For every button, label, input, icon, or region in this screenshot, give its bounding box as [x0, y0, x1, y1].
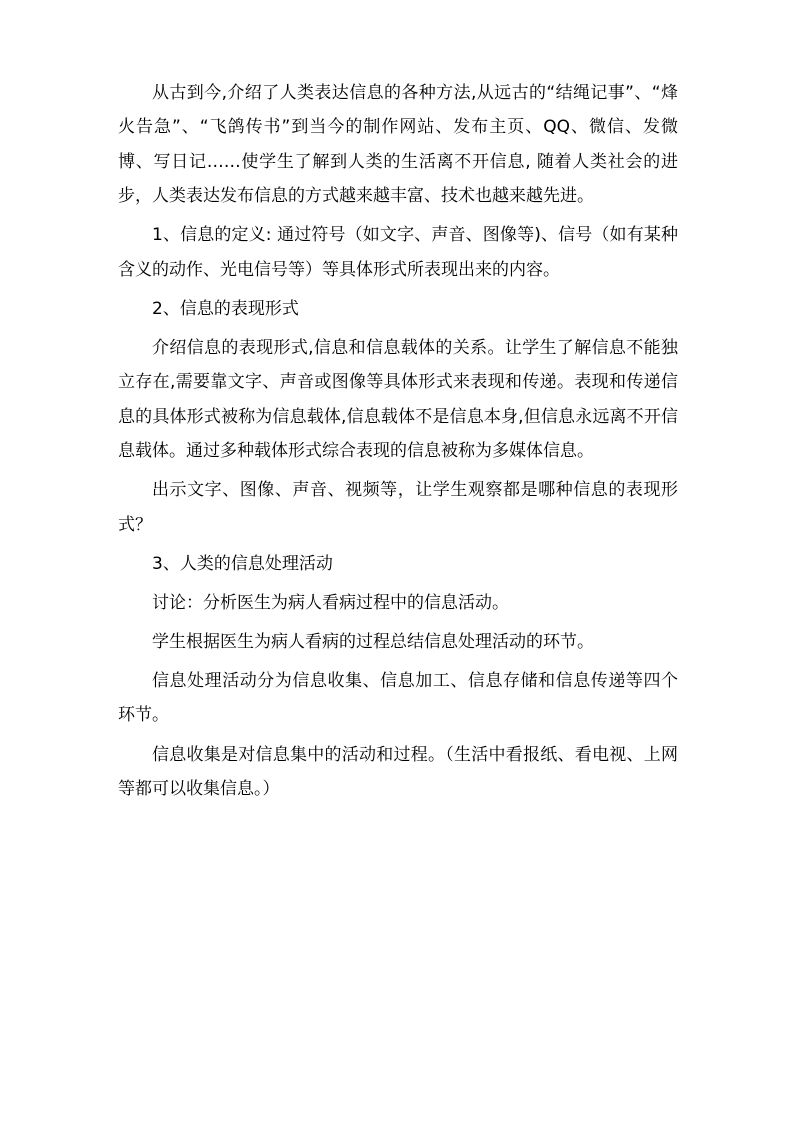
paragraph-stages: 信息处理活动分为信息收集、信息加工、信息存储和信息传递等四个环节。 — [118, 671, 678, 726]
paragraph-definition: 1、信息的定义: 通过符号（如文字、声音、图像等)、信号（如有某种含义的动作、光电信号等）等具体形式所表现出来的内容。 — [118, 225, 678, 280]
heading-processing: 3、人类的信息处理活动 — [152, 553, 333, 574]
paragraph-intro: 从古到今,介绍了人类表达信息的各种方法,从远古的“结绳记事”、“烽火告急”、“飞鸽传书”到当今的制作网站、发布主页、QQ、微信、发微博、写日记……使学生了解到人类的生活离不开信息, 随着人类社会的进步，人类表达发布信息的方式越来越丰富、技术也越来越先进。 — [118, 83, 678, 207]
paragraph-observe: 出示文字、图像、声音、视频等，让学生观察都是哪种信息的表现形式？ — [118, 480, 678, 535]
paragraph-discussion: 讨论：分析医生为病人看病过程中的信息活动。 — [152, 592, 509, 613]
document-page — [118, 76, 678, 811]
heading-forms: 2、信息的表现形式 — [152, 298, 299, 319]
paragraph-carriers: 介绍信息的表现形式,信息和信息载体的关系。让学生了解信息不能独立存在,需要靠文字、声音或图像等具体形式来表现和传递。表现和传递信息的具体形式被称为信息载体,信息载体不是信息本身,但信息永远离不开信息载体。通过多种载体形式综合表现的信息被称为多媒体信息。 — [118, 337, 678, 462]
paragraph-summary: 学生根据医生为病人看病的过程总结信息处理活动的环节。 — [152, 631, 594, 652]
paragraph-collection: 信息收集是对信息集中的活动和过程。（生活中看报纸、看电视、上网等都可以收集信息。） — [118, 744, 678, 799]
